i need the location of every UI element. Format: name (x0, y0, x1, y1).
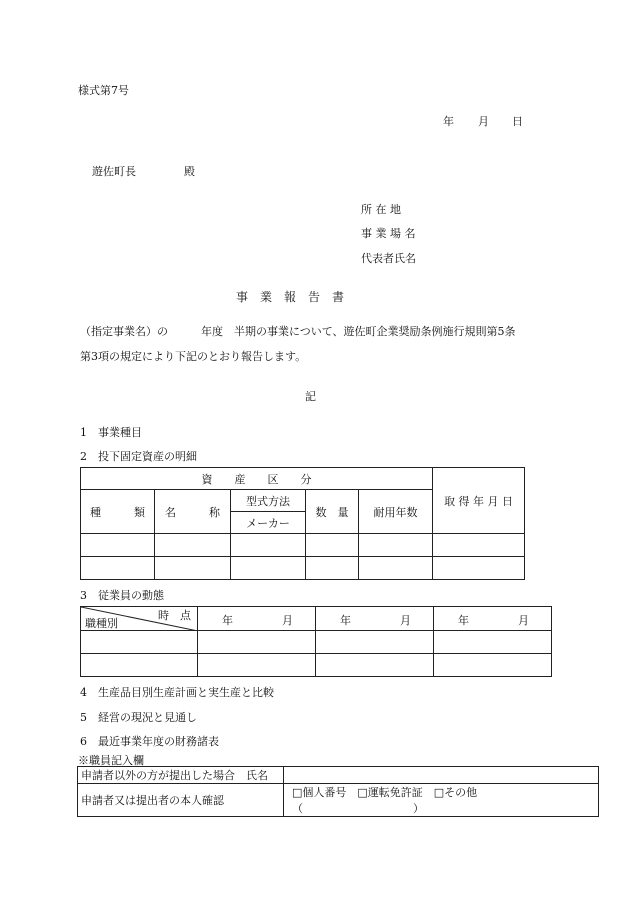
table-cell[interactable] (359, 534, 433, 557)
table-cell[interactable] (359, 557, 433, 580)
period-2-header (316, 607, 434, 631)
asset-table-row (81, 534, 525, 557)
table-cell[interactable] (434, 631, 552, 654)
period-3-header (434, 607, 552, 631)
employee-table (80, 606, 552, 677)
period-1-year: 年 (222, 614, 233, 627)
asset-col-acquired-date: 取 得 年 月 日 (433, 468, 525, 534)
table-cell[interactable] (306, 557, 359, 580)
section-6-heading: 6 最近事業年度の財務諸表 (80, 735, 219, 748)
period-2-month: 月 (400, 614, 411, 627)
diagonal-header-cell (81, 607, 198, 631)
document-title: 事 業 報 告 書 (236, 290, 345, 304)
asset-col-type: 種 類 (81, 490, 155, 534)
asset-col-maker: メーカー (231, 512, 306, 534)
section-2-heading: 2 投下固定資産の明細 (80, 450, 197, 463)
section-5-heading: 5 経営の現況と見通し (80, 711, 197, 724)
section-4-heading: 4 生産品目別生産計画と実生産と比較 (80, 686, 274, 699)
table-cell[interactable] (198, 631, 316, 654)
table-cell[interactable] (433, 534, 525, 557)
staff-row2-label: 申請者又は提出者の本人確認 (78, 784, 284, 817)
staff-row1-value[interactable] (284, 767, 599, 784)
staff-section-title: ※職員記入欄 (78, 754, 144, 767)
date-month: 月 (478, 115, 489, 128)
period-1-month: 月 (282, 614, 293, 627)
asset-table (80, 467, 525, 580)
period-3-month: 月 (518, 614, 529, 627)
body-text-line1: （指定事業名）の 年度 半期の事業について、遊佐町企業奨励条例施行規則第5条 (80, 325, 516, 338)
table-cell[interactable] (198, 654, 316, 677)
table-cell[interactable] (81, 557, 155, 580)
addressee-title: 遊佐町長 (92, 165, 136, 178)
identity-check-options[interactable]: □個人番号 □運転免許証 □その他（ ） (284, 784, 599, 817)
period-3-year: 年 (458, 614, 469, 627)
applicant-representative-label: 代表者氏名 (361, 252, 416, 265)
staff-table (77, 766, 599, 817)
table-cell[interactable] (81, 654, 198, 677)
asset-col-model: 型式方法 (231, 490, 306, 512)
asset-col-lifespan: 耐用年数 (359, 490, 433, 534)
table-cell[interactable] (306, 534, 359, 557)
asset-col-quantity: 数 量 (306, 490, 359, 534)
time-point-label: 時 点 (158, 609, 191, 622)
table-cell[interactable] (434, 654, 552, 677)
applicant-business-site-label: 事 業 場 名 (361, 227, 416, 240)
employee-table-row (81, 631, 552, 654)
table-cell[interactable] (155, 534, 231, 557)
section-3-heading: 3 従業員の動態 (80, 589, 164, 602)
ki-heading: 記 (305, 390, 316, 403)
form-number: 様式第7号 (78, 84, 129, 97)
period-2-year: 年 (340, 614, 351, 627)
staff-row1-label: 申請者以外の方が提出した場合 氏名 (78, 767, 284, 784)
table-cell[interactable] (316, 654, 434, 677)
period-1-header (198, 607, 316, 631)
table-cell[interactable] (81, 631, 198, 654)
employee-table-row (81, 654, 552, 677)
job-type-label: 職種別 (85, 617, 118, 630)
table-cell[interactable] (231, 557, 306, 580)
table-cell[interactable] (231, 534, 306, 557)
body-text-line2: 第3項の規定により下記のとおり報告します。 (80, 350, 307, 363)
table-cell[interactable] (155, 557, 231, 580)
date-year: 年 (443, 115, 454, 128)
addressee-honorific: 殿 (184, 165, 195, 178)
asset-table-row (81, 557, 525, 580)
asset-col-name: 名 称 (155, 490, 231, 534)
date-day: 日 (512, 115, 523, 128)
asset-group-header: 資 産 区 分 (81, 468, 433, 490)
applicant-address-label: 所 在 地 (361, 203, 401, 216)
table-cell[interactable] (433, 557, 525, 580)
table-cell[interactable] (316, 631, 434, 654)
section-1-heading: 1 事業種目 (80, 426, 142, 439)
table-cell[interactable] (81, 534, 155, 557)
